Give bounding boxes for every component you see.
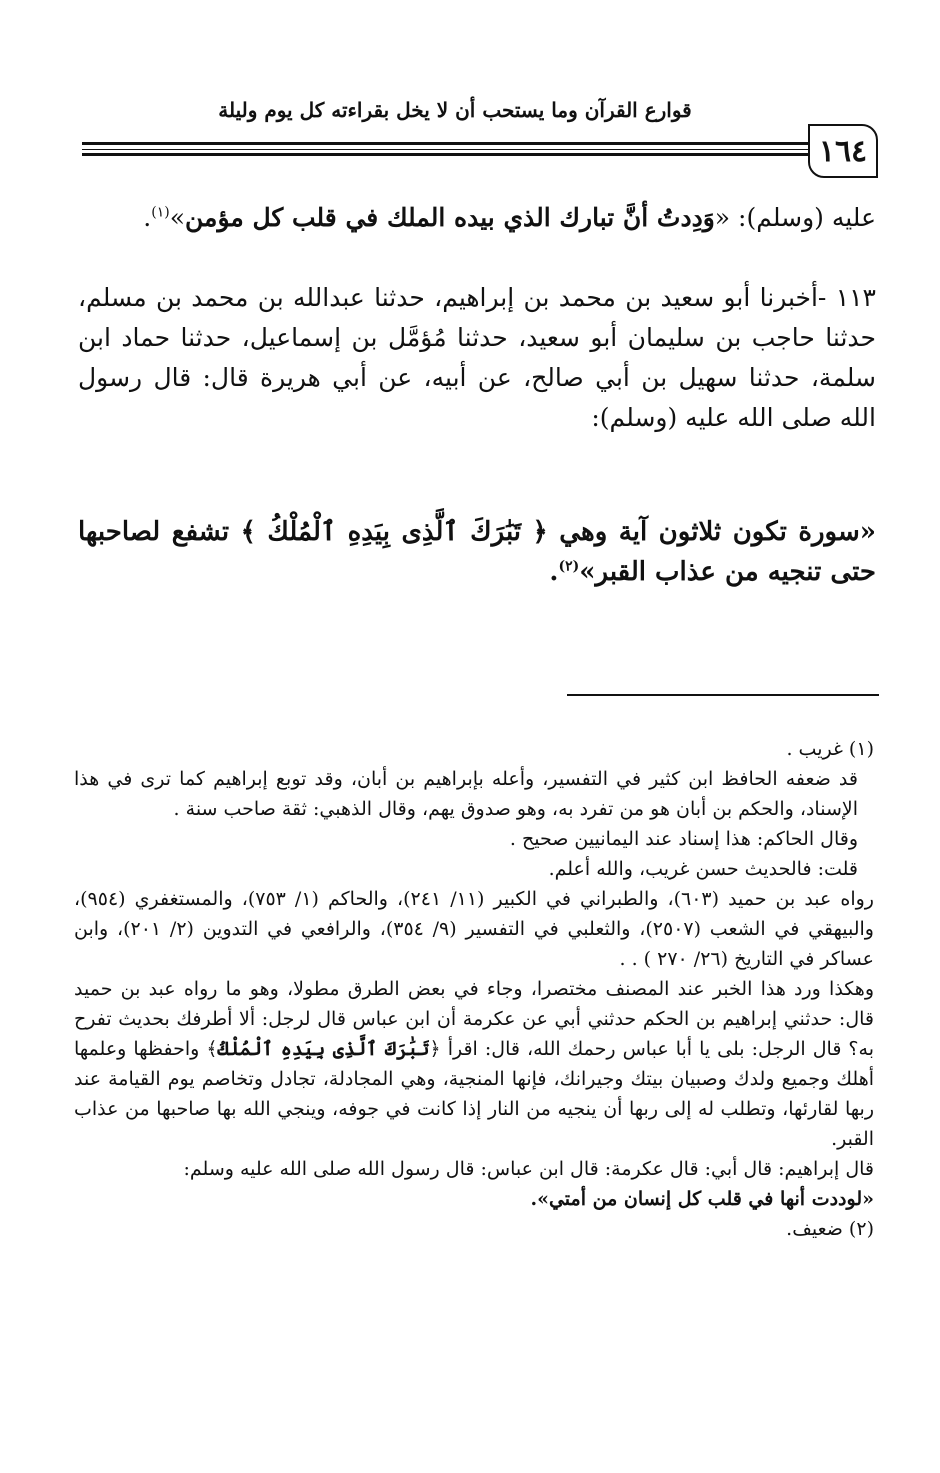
paragraph-1 (78, 198, 876, 238)
header-rule-bottom (82, 153, 812, 156)
footnote-1-text-b: وقال الحاكم: هذا إسناد عند اليمانيين صحيح . (509, 828, 858, 850)
running-title: قوارع القرآن وما يستحب أن لا يخل بقراءته كل يوم وليلة (218, 98, 692, 122)
page-number: ١٦٤ (818, 133, 868, 169)
footnote-separator (567, 694, 879, 696)
header-rule-middle (82, 149, 812, 150)
p1-hadith: وَدِدتُ أنَّ تبارك الذي بيده الملك في قلب كل مؤمن (185, 203, 715, 232)
header-rule-top (82, 142, 812, 145)
p3-part-b: ﴾ تشفع لصاحبها حتى تنجيه من عذاب القبر» (78, 517, 876, 587)
paragraph-3 (78, 512, 876, 592)
p3-part-a: «سورة تكون ثلاثون آية وهي ﴿ (521, 517, 876, 547)
footnote-1-text-d: رواه عبد بن حميد (٦٠٣)، والطبراني في الكبير (١١/ ٢٤١)، والحاكم (١/ ٧٥٣)، والمستغفري (٩٥٤)، والبيهقي في الشعب (٢٥٠٧)، والثعلبي في التفسير (٩/ ٣٥٤)، والرافعي في التدوين (٢/ ٢٠١)، وابن عساكر في التاريخ (٢٦/ ٢٧٠ ) . . (74, 888, 874, 970)
footnote-1-e-part2: ﴾ واحفظها وعلمها أهلك وجميع ولدك وصبيان بيتك وجيرانك، فإنها المنجية، وهي المجادلة، تجادل وتخاصم يوم القيامة عند ربها لقارئها، وتطلب له إلى ربها أن ينجيه من النار إذا كانت في جوفه، وينجي الله بها صاحبها من عذاب القبر. (74, 1038, 874, 1150)
footnote-1-label: (١) غريب . (786, 738, 874, 760)
hadith-113-isnad (78, 278, 876, 438)
footnote-1-text-a: قد ضعفه الحافظ ابن كثير في التفسير، وأعله بإبراهيم بن أبان، وقد توبع إبراهيم كما ترى في هذا الإسناد، والحكم بن أبان هو من تفرد به، وهو صدوق يهم، وقال الذهبي: ثقة صاحب سنة . (74, 768, 858, 820)
quran-verse: تَبَٰرَكَ ٱلَّذِى بِيَدِهِ ٱلْمُلْكُ (267, 517, 522, 547)
p1-end: . (143, 203, 152, 232)
hadith-113-matn (78, 512, 876, 592)
p3-end: . (549, 557, 559, 587)
footnote-1-text-e (74, 974, 874, 1154)
page-number-box (808, 124, 878, 178)
footnotes (74, 734, 874, 1244)
footnote-ref-2[interactable]: (٢) (558, 558, 580, 575)
paragraph-continuation (78, 198, 876, 238)
p1-intro: عليه (وسلم): « (714, 203, 876, 232)
footnote-1-e-part1: وهكذا ورد هذا الخبر عند المصنف مختصرا، وجاء في بعض الطرق مطولا، وهو ما رواه عبد بن حميد قال: حدثني إبراهيم بن الحكم حدثني أبي عن عكرمة أن ابن عباس قال لرجل: ألا أطرفك بحديث تفرح به؟ قال الرجل: بلى يا أبا عباس رحمك الله، قال: اقرأ ﴿ (74, 978, 874, 1060)
footnote-quran-verse: تَبَٰرَكَ ٱلَّذِى بِيَدِهِ ٱلْمُلْكُ (217, 1038, 430, 1060)
footnote-1-text-g: «لوددت أنها في قلب كل إنسان من أمتي». (530, 1188, 874, 1210)
footnote-ref-1[interactable]: (١) (151, 204, 170, 221)
footnote-2-label: (٢) ضعيف. (786, 1218, 874, 1240)
footnote-1-text-c: قلت: فالحديث حسن غريب، والله أعلم. (548, 858, 858, 880)
footnote-1-text-f: قال إبراهيم: قال أبي: قال عكرمة: قال ابن عباس: قال رسول الله صلى الله عليه وسلم: (183, 1158, 874, 1180)
p1-close: » (169, 203, 186, 232)
paragraph-2: ١١٣ -أخبرنا أبو سعيد بن محمد بن إبراهيم، حدثنا عبدالله بن محمد بن مسلم، حدثنا حاجب بن سليمان أبو سعيد، حدثنا مُؤمَّل بن إسماعيل، حدثنا حماد ابن سلمة، حدثنا سهيل بن أبي صالح، عن أبيه، عن أبي هريرة قال: قال رسول الله صلى الله عليه (وسلم): (78, 283, 876, 432)
